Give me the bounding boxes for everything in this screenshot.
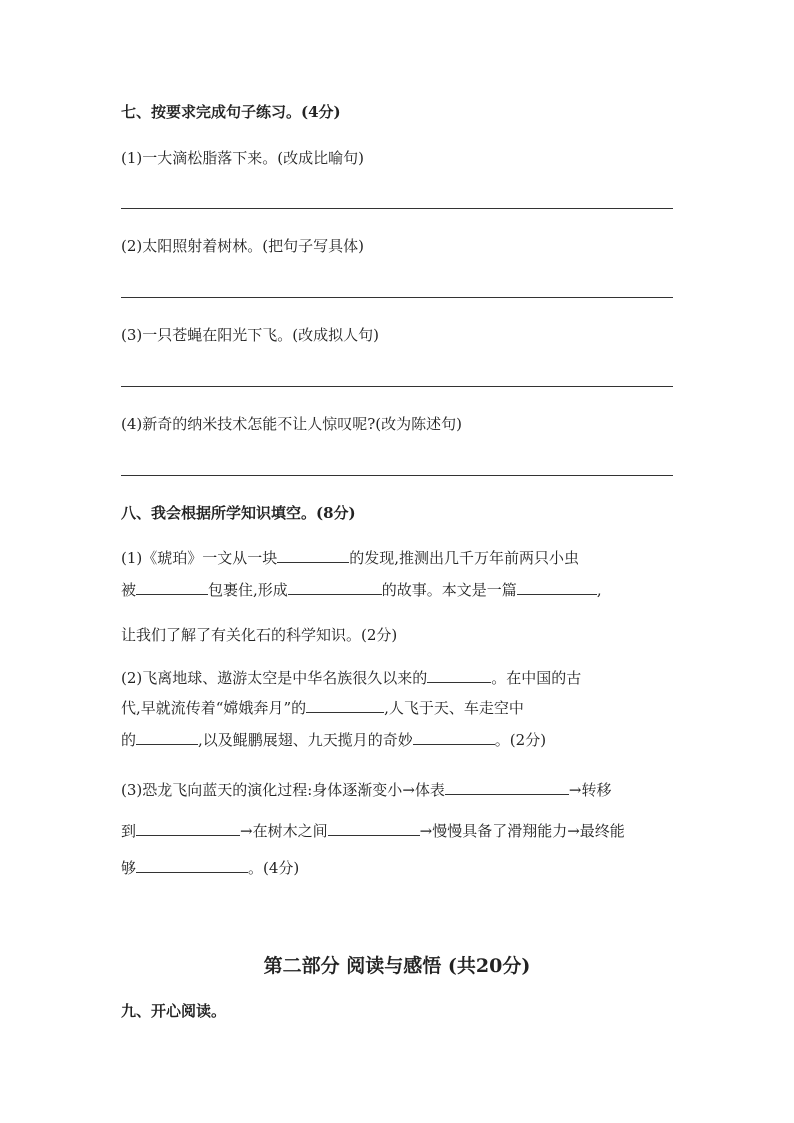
- fill-blank[interactable]: [136, 580, 208, 595]
- s8-question-3-line-1: [121, 780, 612, 800]
- fill-blank[interactable]: [136, 858, 248, 873]
- text: 慢慢具备了滑翔能力: [432, 822, 568, 840]
- part-2-title: 第二部分 阅读与感悟 (共20分): [263, 955, 531, 977]
- fill-blank[interactable]: [306, 698, 384, 713]
- section-9-heading: 九、开心阅读。: [121, 1002, 227, 1020]
- text: ,人飞于天、车走空中: [384, 699, 524, 717]
- fill-blank[interactable]: [328, 821, 420, 836]
- s8-question-3-line-2: [121, 821, 625, 841]
- text: 被: [121, 581, 137, 599]
- text: ,以及鲲鹏展翅、九天揽月的奇妙: [198, 731, 413, 749]
- text: ,: [596, 581, 602, 599]
- s7-question-2: (2)太阳照射着树林。(把句子写具体): [121, 237, 364, 255]
- s7-answer-line-3[interactable]: [121, 386, 673, 387]
- text: 在树木之间: [252, 822, 328, 840]
- s8-question-1-line-3: 让我们了解了有关化石的科学知识。(2分): [121, 626, 398, 644]
- arrow: →: [419, 822, 433, 840]
- arrow: →: [567, 822, 580, 840]
- section-7-heading: 七、按要求完成句子练习。(4分): [121, 103, 341, 121]
- fill-blank[interactable]: [136, 821, 240, 836]
- fill-blank[interactable]: [288, 580, 382, 595]
- text: 最终能: [579, 822, 625, 840]
- text: 的故事。本文是一篇: [381, 581, 517, 599]
- text: 。在中国的古: [491, 669, 582, 687]
- text: 转移: [581, 781, 612, 799]
- text: (3)恐龙飞向蓝天的演化过程:身体逐渐变小: [121, 781, 403, 799]
- s7-question-4: (4)新奇的纳米技术怎能不让人惊叹呢?(改为陈述句): [121, 415, 462, 433]
- s8-question-2-line-3: [121, 730, 546, 750]
- text: 。(2分): [494, 731, 547, 749]
- text: 到: [121, 822, 137, 840]
- s8-question-2-line-1: [121, 668, 581, 688]
- text: (2)飞离地球、遨游太空是中华名族很久以来的: [121, 669, 428, 687]
- fill-blank[interactable]: [136, 730, 198, 745]
- arrow: →: [568, 781, 582, 799]
- s8-question-3-line-3: [121, 858, 299, 878]
- s8-question-2-line-2: [121, 698, 524, 718]
- text: (1)《琥珀》一文从一块: [121, 549, 278, 567]
- arrow: →: [402, 781, 415, 799]
- s7-answer-line-4[interactable]: [121, 475, 673, 476]
- fill-blank[interactable]: [445, 780, 569, 795]
- text: 体表: [414, 781, 445, 799]
- text: 的: [121, 731, 137, 749]
- s7-answer-line-1[interactable]: [121, 208, 673, 209]
- text: 。(4分): [248, 859, 300, 877]
- section-8-heading: 八、我会根据所学知识填空。(8分): [121, 504, 356, 522]
- s8-question-1-line-2: [121, 580, 602, 600]
- s7-question-1: (1)一大滴松脂落下来。(改成比喻句): [121, 149, 364, 167]
- fill-blank[interactable]: [427, 668, 491, 683]
- text: 代,早就流传着“嫦娥奔月”的: [121, 699, 307, 717]
- text: 的发现,推测出几千万年前两只小虫: [349, 549, 580, 567]
- fill-blank[interactable]: [277, 548, 349, 563]
- s7-question-3: (3)一只苍蝇在阳光下飞。(改成拟人句): [121, 326, 379, 344]
- text: 包裹住,形成: [208, 581, 288, 599]
- text: 够: [121, 859, 137, 877]
- s7-answer-line-2[interactable]: [121, 297, 673, 298]
- s8-question-1-line-1: [121, 548, 579, 568]
- arrow: →: [240, 822, 253, 840]
- fill-blank[interactable]: [517, 580, 597, 595]
- fill-blank[interactable]: [413, 730, 495, 745]
